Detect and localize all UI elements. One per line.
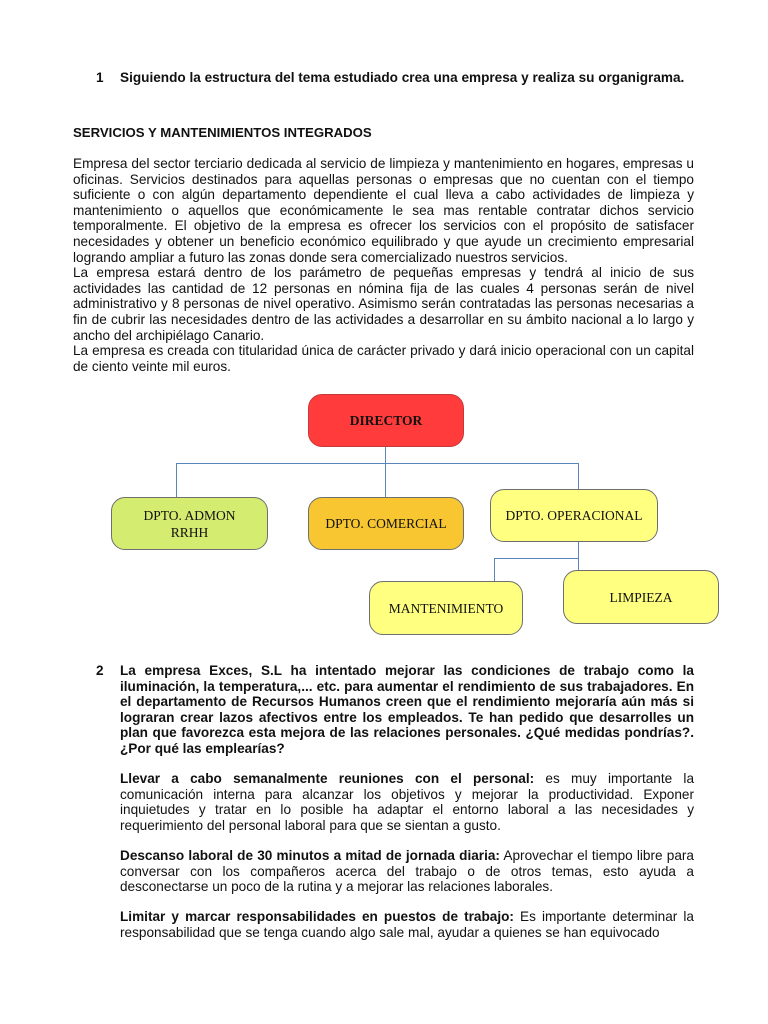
connector-operacional: [578, 463, 579, 489]
company-description: [73, 156, 694, 374]
company-paragraph-1: Empresa del sector terciario dedicada al servicio de limpieza y mantenimiento en hogares, empresas u oficinas. Servicios destinados para aquellas personas o empresas que no cuentan con el tiempo suficiente o con algún departamento dependiente el cual lleva a cabo actividades de limpieza y mantenimiento o aquellos que económicamente le sea mas rentable contratar dichos servicio temporalmente. El objetivo de la empresa es ofrecer los servicios con el propósito de satisfacer necesidades y obtener un beneficio económico equilibrado y que ayude un crecimiento empresarial logrando ampliar a futuro las zonas donde sera comercializado nuestros servicios.: [73, 156, 694, 265]
connector-horizontal-bottom: [494, 558, 578, 559]
connector-mantenimiento: [494, 558, 495, 582]
limpieza-label: LIMPIEZA: [609, 589, 673, 605]
company-paragraph-2: La empresa estará dentro de los parámetro de pequeñas empresas y tendrá al inicio de sus actividades las cantidad de 12 personas en nómina fija de las cuales 4 personas serán de nivel administrativo y 8 personas de nivel operativo. Asimismo serán contratadas las personas necesarias a fin de cubrir las necesidades dentro de las actividades a desarrollar en su ámbito nacional a lo largo y ancho del archipiélago Canario.: [73, 265, 694, 343]
operacional-box: [490, 489, 658, 542]
director-box: [308, 394, 464, 447]
company-paragraph-3: La empresa es creada con titularidad única de carácter privado y dará inicio operacional con un capital de ciento veinte mil euros.: [73, 343, 694, 374]
answer-3: [120, 909, 694, 940]
mantenimiento-box: [369, 581, 523, 635]
connector-director-down: [385, 446, 386, 464]
question-2-number: 2: [96, 663, 104, 678]
comercial-box: [308, 497, 464, 550]
director-label: DIRECTOR: [349, 413, 423, 428]
answer-1-text: es muy importante la comunicación interna para alcanzar los objetivos y mejorar la productividad. Exponer inquietudes y tratar en lo posible ha adaptar el entorno laboral a las necesidades y requerimiento del personal laboral para que se sientan a gusto.: [120, 771, 695, 833]
operacional-label: DPTO. OPERACIONAL: [505, 508, 643, 523]
connector-horizontal-top: [176, 463, 579, 464]
answer-2: [120, 848, 694, 895]
answer-3-text: Es importante determinar la responsabilidad que se tenga cuando algo sale mal, ayudar a quienes se han equivocado: [120, 909, 694, 940]
question-1-text: Siguiendo la estructura del tema estudiado crea una empresa y realiza su organigrama.: [120, 70, 685, 85]
admon-label-line1: DPTO. ADMON: [143, 507, 236, 523]
comercial-label: DPTO. COMERCIAL: [325, 516, 447, 531]
connector-admon: [176, 463, 177, 497]
answer-2-heading: Descanso laboral de 30 minutos a mitad de jornada diaria:: [120, 848, 500, 863]
admon-box: [111, 497, 268, 550]
connector-comercial: [385, 463, 386, 497]
answer-3-heading: Limitar y marcar responsabilidades en puestos de trabajo:: [120, 909, 514, 924]
question-2-text: La empresa Exces, S.L ha intentado mejorar las condiciones de trabajo como la iluminación, la temperatura,... etc. para aumentar el rendimiento de sus trabajadores. En el departamento de Recursos Humanos creen que el rendimiento mejoraría aún más si lograran crear lazos afectivos entre los empleados. Te han pedido que desarrolles un plan que favorezca esta mejora de las relaciones personales. ¿Qué medidas pondrías?. ¿Por qué las emplearías?: [120, 663, 694, 756]
limpieza-box: [563, 570, 719, 624]
answer-1: [120, 771, 694, 833]
mantenimiento-label: MANTENIMIENTO: [388, 600, 504, 616]
question-1-number: 1: [96, 70, 104, 85]
answer-2-text: Aprovechar el tiempo libre para conversar con los compañeros acerca del trabajo o de otros temas, esto ayuda a desconectarse un poco de la rutina y a mejorar las relaciones laborales.: [120, 848, 694, 895]
admon-label-line2: RRHH: [170, 524, 209, 540]
company-title: SERVICIOS Y MANTENIMIENTOS INTEGRADOS: [73, 125, 372, 140]
connector-operacional-down: [578, 541, 579, 559]
answer-1-heading: Llevar a cabo semanalmente reuniones con el personal:: [120, 771, 535, 786]
